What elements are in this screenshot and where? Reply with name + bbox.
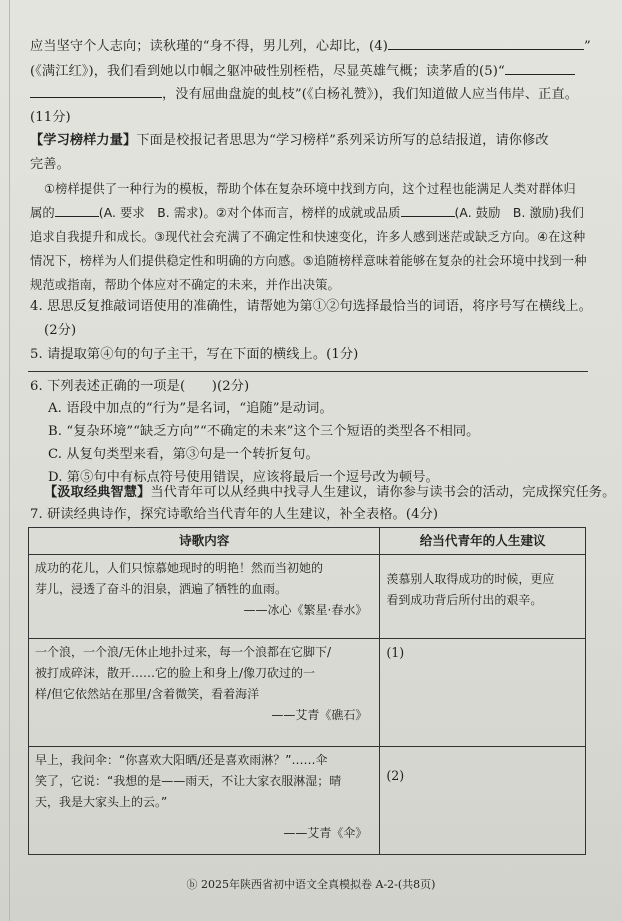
poem-cell-2: 一个浪，一个浪/无休止地扑过来，每一个浪都在它脚下/ 被打成碎沫，散开……它的脸上和身上/像刀砍过的一 样/但它依然站在那里/含着微笑，看着海洋 ——艾青《礁石》 (29, 639, 380, 747)
table-row (29, 747, 586, 855)
poem-cell-1: 成功的花儿，人们只惊慕她现时的明艳！然而当初她的 芽儿，浸透了奋斗的泪泉，洒遍了牺牲的血雨。 ——冰心《繁星·春水》 (29, 555, 380, 639)
advice-cell-3[interactable]: (2) (380, 747, 586, 855)
blank-q4-2[interactable] (401, 204, 455, 217)
s1-line2: (《满江红》)，我们看到她以巾帼之躯冲破性别桎梏，尽显英雄气概；读茅盾的(5)“ (30, 62, 575, 81)
table-row (29, 555, 586, 639)
poem-table (28, 527, 586, 855)
s2-para-4: 情况下，榜样为人们提供稳定性和明确的方向感。⑤追随榜样意味着能够在复杂的社会环境中找到一种 (30, 254, 587, 268)
table-header-row (29, 528, 586, 555)
q6-stem: 6. 下列表述正确的一项是( )(2分) (30, 379, 250, 394)
poem-cell-3: 早上，我问伞：“你喜欢大阳晒/还是喜欢雨淋？”……伞 笑了，它说：“我想的是——雨天，不让大家衣服淋湿；晴 天，我是大家头上的云。” ——艾青《伞》 (29, 747, 380, 855)
table-row (29, 639, 586, 747)
advice-cell-1: 羡慕别人取得成功的时候，更应 看到成功背后所付出的艰辛。 (380, 555, 586, 639)
q5-stem: 5. 请提取第④句的句子主干，写在下面的横线上。(1分) (30, 347, 359, 362)
s2-para-3: 追求自我提升和成长。③现代社会充满了不确定性和快速变化，许多人感到迷茫或缺乏方向。④在这种 (30, 230, 586, 244)
s2-para-5: 规范或指南，帮助个体应对不确定的未来，并作出决策。 (30, 278, 340, 292)
q5-answer-line[interactable] (28, 371, 588, 372)
blank-5b[interactable] (30, 85, 162, 98)
s1-line3: ，没有屈曲盘旋的虬枝”(《白杨礼赞》)，我们知道做人应当伟岸、正直。 (30, 85, 578, 104)
page-edge (9, 0, 10, 921)
q7-stem: 7. 研读经典诗作，探究诗歌给当代青年的人生建议，补全表格。(4分) (30, 507, 439, 522)
table-header-advice: 给当代青年的人生建议 (380, 528, 586, 555)
s1-score: (11分) (30, 110, 71, 125)
s2-para-1: ①榜样提供了一种行为的模板，帮助个体在复杂环境中找到方向，这个过程也能满足人类对群体归 (44, 182, 576, 196)
blank-5a[interactable] (505, 62, 575, 75)
s2-header2: 完善。 (30, 157, 70, 172)
table-header-poem: 诗歌内容 (29, 528, 380, 555)
q6-option-c[interactable]: C. 从复句类型来看，第③句是一个转折复句。 (48, 447, 319, 462)
q6-option-b[interactable]: B. “复杂环境”“缺乏方向”“不确定的未来”这个三个短语的类型各不相同。 (48, 424, 480, 439)
s1-line1: 应当坚守个人志向；读秋瑾的“身不得，男儿列，心却比，(4) ” (30, 39, 591, 54)
blank-q4-1[interactable] (55, 204, 99, 217)
q4-score: (2分) (44, 323, 77, 338)
s2-header: 【学习榜样力量】下面是校报记者思思为“学习榜样”系列采访所写的总结报道，请你修改 (30, 133, 549, 148)
q6-option-d[interactable]: D. 第⑤句中有标点符号使用错误，应该将最后一个逗号改为顿号。 (48, 470, 439, 485)
advice-cell-2[interactable]: (1) (380, 639, 586, 747)
q4-stem: 4. 思思反复推敲词语使用的准确性，请帮她为第①②句选择最恰当的词语，将序号写在横线上。 (30, 299, 592, 314)
q6-option-a[interactable]: A. 语段中加点的“行为”是名词，“追随”是动词。 (48, 401, 333, 416)
blank-4[interactable] (388, 37, 584, 50)
page-footer: ⓑ 2025年陕西省初中语文全真模拟卷 A-2-(共8页) (186, 878, 436, 891)
s2-para-2: 属的 (A. 要求 B. 需求)。②对个体而言，榜样的成就或品质 (A. 鼓励 B. 激励)我们 (30, 206, 584, 220)
s3-header: 【汲取经典智慧】当代青年可以从经典中找寻人生建议，请你参与读书会的活动，完成探究任务。 (44, 485, 616, 500)
